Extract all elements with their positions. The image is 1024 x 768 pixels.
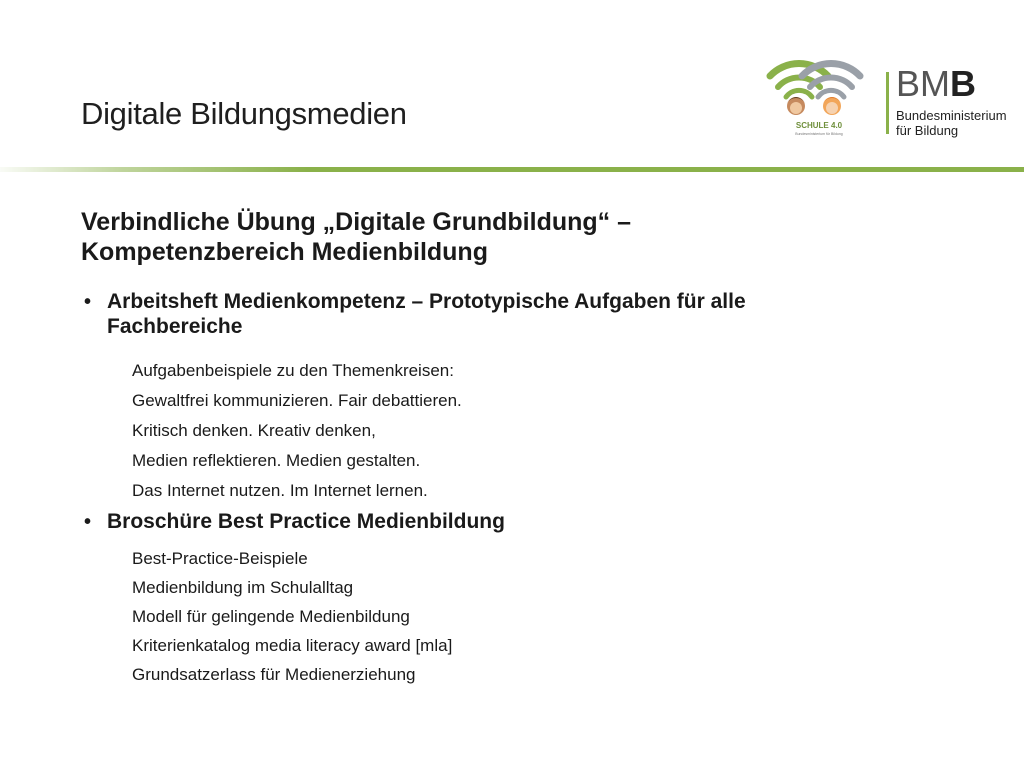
bmb-logo-light: BM <box>896 63 950 104</box>
list-item: Medienbildung im Schulalltag <box>132 578 354 597</box>
list-item: Medien reflektieren. Medien gestalten. <box>132 451 421 470</box>
bmb-logo-bar <box>886 72 889 134</box>
section-2-title-line-1: Broschüre Best Practice Medienbildung <box>107 510 505 533</box>
section-1-title-line-1: Arbeitsheft Medienkompetenz – Prototypische Aufgaben für alle <box>107 290 746 313</box>
list-item: Kriterienkatalog media literacy award [mla] <box>132 636 453 655</box>
section-1-title <box>107 289 746 339</box>
list-item: Grundsatzerlass für Medienerziehung <box>132 665 416 684</box>
content-heading <box>81 207 631 267</box>
section-2-list <box>132 544 452 689</box>
section-2-title <box>107 509 505 534</box>
section-1-list <box>132 356 462 506</box>
heading-line-2: Kompetenzbereich Medienbildung <box>81 238 488 266</box>
list-item: Modell für gelingende Medienbildung <box>132 607 410 626</box>
bmb-line-2: für Bildung <box>896 123 959 138</box>
bmb-line-1: Bundesministerium <box>896 108 1007 123</box>
list-item: Das Internet nutzen. Im Internet lernen. <box>132 481 428 500</box>
list-item: Aufgabenbeispiele zu den Themenkreisen: <box>132 361 454 380</box>
section-1-title-line-2: Fachbereiche <box>107 315 243 338</box>
bullet-marker: • <box>84 291 92 313</box>
list-item: Kritisch denken. Kreativ denken, <box>132 421 376 440</box>
bmb-logo <box>896 63 976 104</box>
bmb-logo-subtitle <box>896 108 1007 138</box>
schule-label: SCHULE 4.0 <box>795 121 843 130</box>
title-divider <box>0 167 1024 172</box>
schule-small-caption: Bundesministerium für Bildung <box>795 132 843 136</box>
list-item: Gewaltfrei kommunizieren. Fair debattieren. <box>132 391 462 410</box>
heading-line-1: Verbindliche Übung „Digitale Grundbildung“ – <box>81 208 632 236</box>
list-item: Best-Practice-Beispiele <box>132 549 308 568</box>
slide-title: Digitale Bildungsmedien <box>81 96 407 131</box>
bullet-marker: • <box>84 511 92 533</box>
bmb-logo-bold: B <box>950 63 976 104</box>
